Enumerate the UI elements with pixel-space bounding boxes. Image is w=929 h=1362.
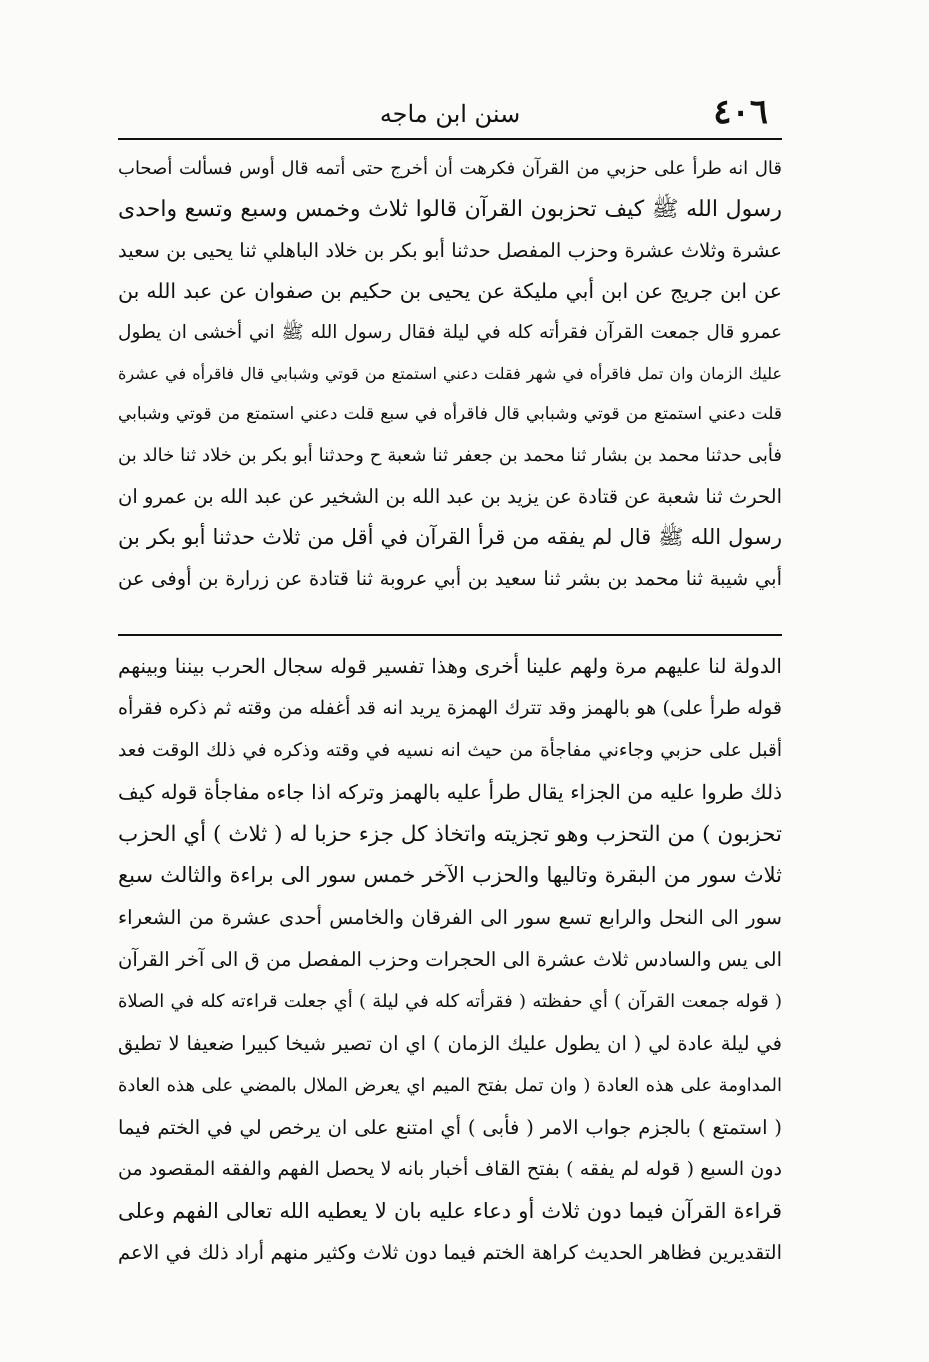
- text-line: رسول الله ﷺ قال لم يفقه من قرأ القرآن في أقل من ثلاث حدثنا أبو بكر بن: [118, 525, 782, 549]
- section-divider: [118, 634, 782, 636]
- commentary-line: في ليلة عادة لي ( ان يطول عليك الزمان ) اي ان تصير شيخا كبيرا ضعيفا لا تطيق: [118, 1032, 782, 1056]
- commentary-line: الى يس والسادس ثلاث عشرة الى الحجرات وحزب المفصل من ق الى آخر القرآن: [118, 948, 782, 972]
- text-line: رسول الله ﷺ كيف تحزبون القرآن قالوا ثلاث وخمس وسبع وتسع واحدى: [118, 197, 782, 222]
- running-title: سنن ابن ماجه: [379, 100, 521, 128]
- commentary-text: [118, 646, 782, 1274]
- commentary-line: ثلاث سور من البقرة وتاليها والحزب الآخر خمس سور الى براءة والثالث سبع: [118, 863, 782, 888]
- commentary-line: قوله طرأ على) هو بالهمز وقد تترك الهمزة يريد انه قد أغفله من وقته ثم ذكره فقرأه: [118, 696, 782, 719]
- text-line: عليك الزمان وان تمل فاقرأه في شهر فقلت دعني استمتع من قوتي وشبابي قال فاقرأه في عشرة: [118, 364, 782, 383]
- commentary-line: قراءة القرآن فيما دون ثلاث أو دعاء عليه بان لا يعطيه الله تعالى الفهم وعلى: [118, 1198, 782, 1223]
- text-line: عمرو قال جمعت القرآن فقرأته كله في ليلة فقال رسول الله ﷺ اني أخشى ان يطول: [118, 322, 782, 343]
- commentary-line: التقديرين فظاهر الحديث كراهة الختم فيما دون ثلاث وكثير منهم أراد ذلك في الاعم: [118, 1241, 782, 1265]
- commentary-line: دون السبع ( قوله لم يفقه ) بفتح القاف أخبار بانه لا يحصل الفهم والفقه المقصود من: [118, 1157, 782, 1180]
- text-line: أبي شيبة ثنا محمد بن بشر ثنا سعيد بن أبي عروبة ثنا قتادة عن زرارة بن أوفى عن: [118, 567, 782, 590]
- text-line: عشرة وثلاث عشرة وحزب المفصل حدثنا أبو بكر بن خلاد الباهلي ثنا يحيى بن سعيد: [118, 239, 782, 262]
- commentary-line: تحزبون ) من التحزب وهو تجزيته واتخاذ كل جزء حزبا له ( ثلاث ) أي الحزب: [118, 821, 782, 847]
- commentary-line: ( قوله جمعت القرآن ) أي حفظته ( فقرأته كله في ليلة ) أي جعلت قراءته كله في الصلاة: [118, 991, 782, 1013]
- commentary-line: الدولة لنا عليهم مرة ولهم علينا أخرى وهذا تفسير قوله سجال الحرب بيننا وبينهم: [118, 654, 782, 678]
- hadith-text: [118, 148, 782, 599]
- page-header: [118, 92, 782, 138]
- commentary-line: المداومة على هذه العادة ( وان تمل بفتح الميم اي يعرض الملال بالمضي على هذه العادة: [118, 1074, 782, 1096]
- commentary-line: ( استمتع ) بالجزم جواب الامر ( فأبى ) أي امتنع على ان يرخص لي في الختم فيما: [118, 1115, 782, 1139]
- commentary-line: أقبل على حزبي وجاءني مفاجأة من حيث انه نسيه في وقته وذكره في ذلك الوقت فعد: [118, 739, 782, 761]
- page-number: ٤٠٦: [713, 92, 768, 132]
- commentary-line: سور الى النحل والرابع تسع سور الى الفرقان والخامس أحدى عشرة من الشعراء: [118, 906, 782, 930]
- text-line: عن ابن جريج عن ابن أبي مليكة عن يحيى بن حكيم بن صفوان عن عبد الله بن: [118, 279, 782, 303]
- header-rule: [118, 138, 782, 140]
- text-line: الحرث ثنا شعبة عن قتادة عن يزيد بن عبد الله بن الشخير عن عبد الله بن عمرو ان: [118, 485, 782, 508]
- text-line: قال انه طرأ على حزبي من القرآن فكرهت أن أخرج حتى أتمه قال أوس فسألت أصحاب: [118, 158, 782, 179]
- text-line: قلت دعني استمتع من قوتي وشبابي قال فاقرأه في سبع قلت دعني استمتع من قوتي وشبابي: [118, 404, 782, 424]
- text-line: فأبى حدثنا محمد بن بشار ثنا محمد بن جعفر ثنا شعبة ح وحدثنا أبو بكر بن خلاد ثنا خالد بن: [118, 445, 782, 466]
- commentary-line: ذلك طروا عليه من الجزاء يقال طرأ عليه بالهمز وتركه اذا جاءه مفاجأة قوله كيف: [118, 779, 782, 804]
